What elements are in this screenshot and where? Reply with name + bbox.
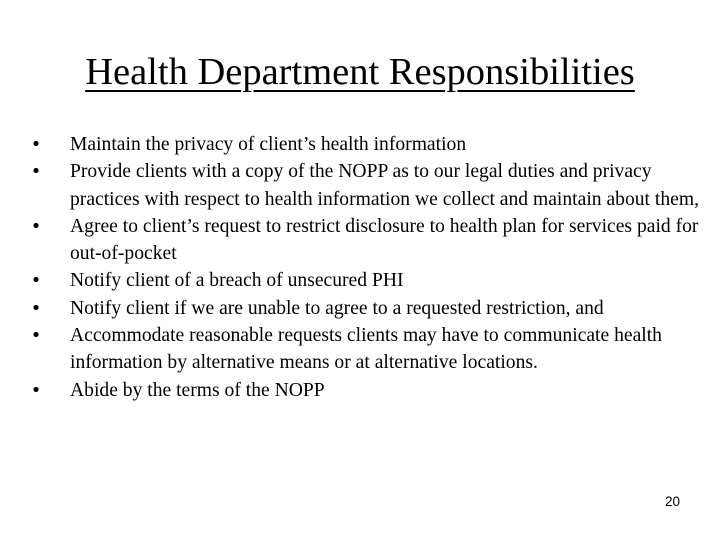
bullet-icon: • (30, 297, 42, 319)
bullet-text: Notify client if we are unable to agree to a requested restriction, and (70, 297, 604, 319)
bullet-item-restriction-notice (24, 295, 704, 322)
bullet-icon: • (30, 270, 42, 292)
bullet-item-restrict-disclosure (24, 213, 704, 268)
bullet-item-nopp-copy (24, 158, 704, 213)
bullet-icon: • (30, 134, 42, 155)
bullet-item-breach (24, 267, 704, 294)
bullet-icon: • (30, 325, 42, 347)
page-number: 20 (664, 494, 680, 509)
bullet-item-abide (24, 377, 704, 404)
bullet-icon: • (30, 161, 42, 183)
bullet-item-accommodate (24, 322, 704, 377)
slide-title: Health Department Responsibilities (85, 51, 635, 93)
bullet-text: Maintain the privacy of client’s health information (70, 134, 467, 155)
bullet-icon: • (30, 379, 42, 401)
bullet-text: Abide by the terms of the NOPP (70, 379, 325, 401)
bullet-text: Provide clients with a copy of the NOPP as to our legal duties and privacy practices with respect to health information we collect and maintain about them, (70, 161, 699, 210)
bullet-item-privacy (24, 131, 704, 158)
bullet-list (24, 131, 704, 404)
bullet-text: Agree to client’s request to restrict disclosure to health plan for services paid for out-of-pocket (70, 215, 699, 265)
bullet-icon: • (30, 215, 42, 237)
bullet-text: Notify client of a breach of unsecured PHI (70, 270, 404, 292)
bullet-text: Accommodate reasonable requests clients may have to communicate health information by alternative means or at alternative locations. (70, 325, 662, 374)
